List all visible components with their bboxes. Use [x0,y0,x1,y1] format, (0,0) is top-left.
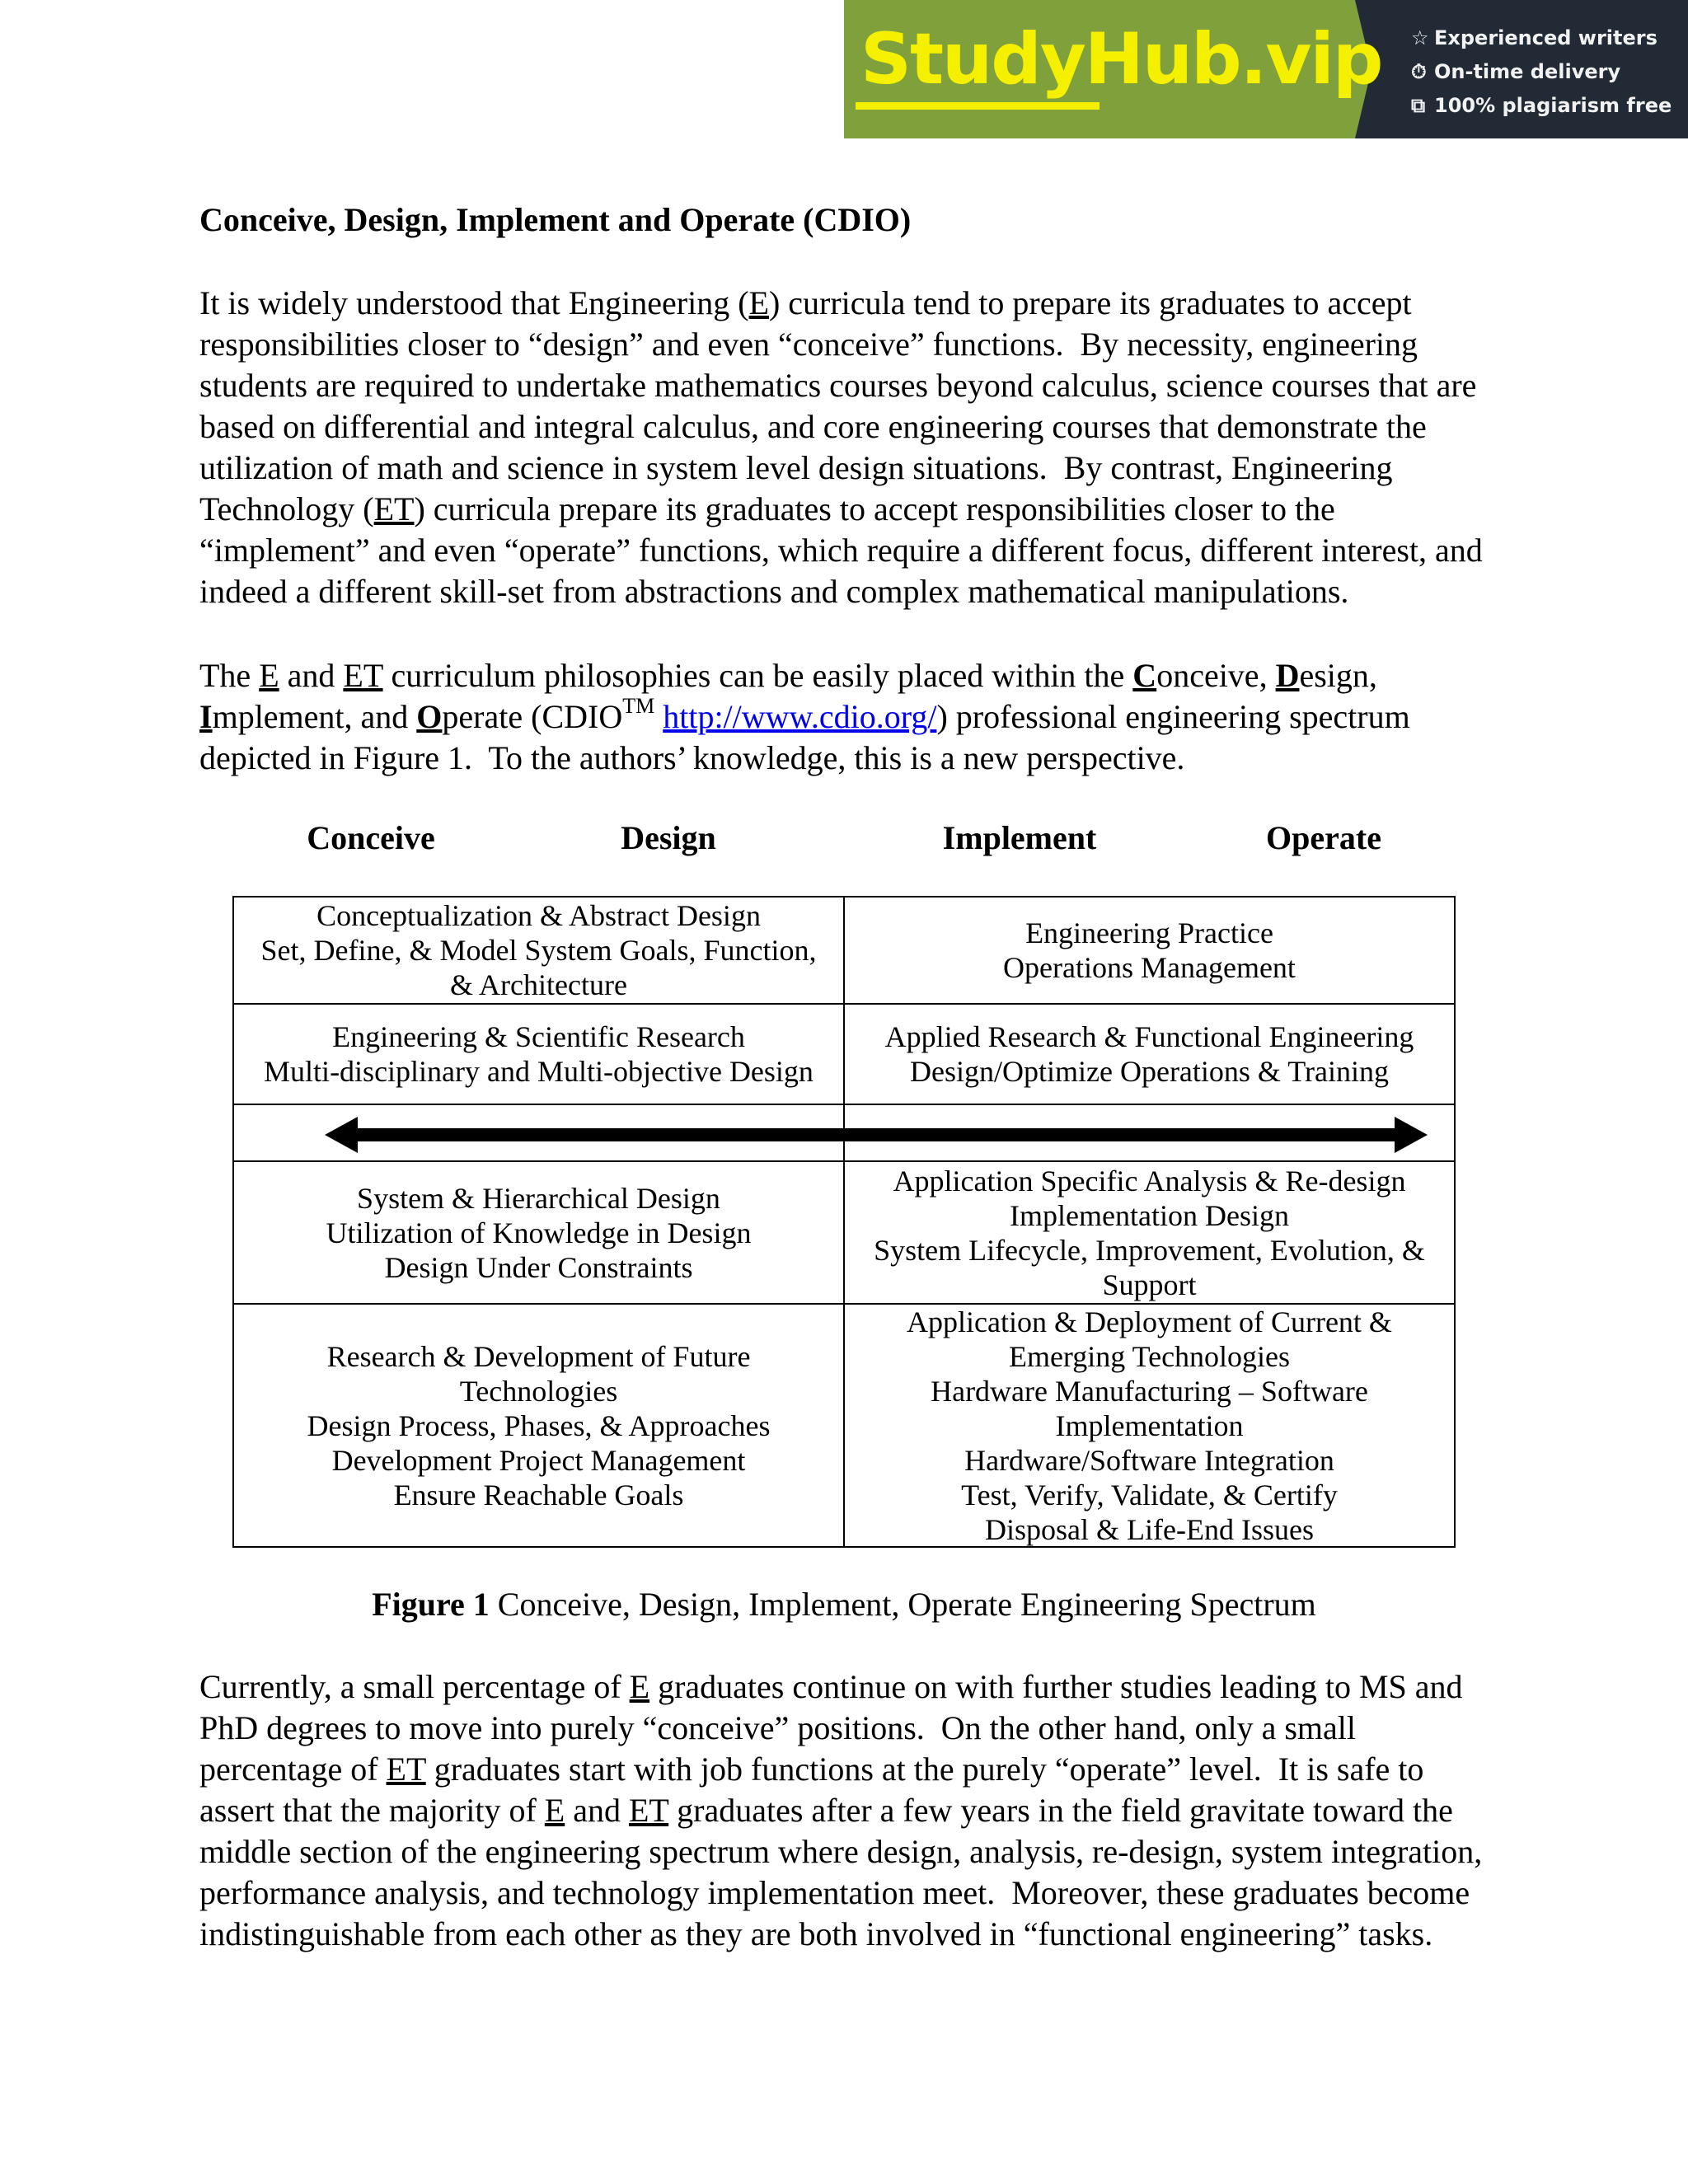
cell-line: Development Project Management [331,1443,746,1477]
cell-line: Application Specific Analysis & Re-design [893,1164,1406,1197]
text-run: E [629,1668,650,1705]
text-run: ) curricula tend to prepare its graduates to accept [768,284,1412,321]
text-line [199,655,1410,696]
cell-line: Research & Development of Future [326,1339,751,1373]
caption-text: Conceive, Design, Implement, Operate Engineering Spectrum [489,1586,1316,1623]
text-run: percentage of [199,1750,387,1788]
text-line [199,1749,1482,1790]
text-run: performance analysis, and technology implementation meet. Moreover, these graduates become [199,1874,1470,1911]
text-line [199,448,1483,489]
perk-label: On-time delivery [1434,60,1621,83]
cell-line: Technologies [459,1374,618,1408]
text-run: mplement, and [212,698,417,735]
cell-implement-operate [843,1005,1454,1104]
cell-line: Engineering Practice [1025,916,1273,949]
clock-icon: ⏱ [1411,60,1427,83]
text-run: perate (CDIO [442,698,623,735]
text-run: and [279,657,344,694]
text-run: The [199,657,260,694]
text-line [199,1666,1482,1708]
cell-line: Operations Management [1003,951,1296,984]
text-run: Currently, a small percentage of [199,1668,630,1705]
cell-line: Set, Define, & Model System Goals, Function, [260,934,817,967]
text-run: ) curricula prepare its graduates to accept responsibilities closer to the [414,490,1335,527]
cell-line: Emerging Technologies [1008,1339,1291,1373]
text-line [199,406,1483,448]
text-run: PhD degrees to move into purely “conceive” positions. On the other hand, only a small [199,1709,1357,1746]
perk-label: 100% plagiarism free [1434,94,1672,117]
paragraph-3 [199,1666,1482,1955]
text-run: curriculum philosophies can be easily placed within the [382,657,1133,694]
column-header-design: Design [621,819,716,856]
cell-line: Design Process, Phases, & Approaches [307,1408,771,1442]
text-line [199,696,1410,738]
cell-line: System Lifecycle, Improvement, Evolution, & [874,1233,1425,1267]
text-run: ET [373,490,415,527]
text-run: It is widely understood that Engineering ( [199,284,749,321]
figure-caption [0,1584,1688,1625]
cell-line: Implementation Design [1010,1198,1289,1232]
perk-item [1411,21,1672,55]
text-run: E [544,1792,565,1829]
text-line [199,283,1483,324]
text-line [199,1872,1482,1914]
cell-implement-operate [843,1162,1454,1303]
studyhub-banner[interactable] [844,0,1688,138]
text-run: D [1275,657,1300,694]
cell-line: Applied Research & Functional Engineering [884,1020,1414,1053]
text-run: depicted in Figure 1. To the authors’ knowledge, this is a new perspective. [199,739,1185,776]
cell-line: Implementation [1055,1408,1244,1442]
text-line [199,1914,1482,1955]
perk-item [1411,55,1672,89]
text-run: ) professional engineering spectrum [936,698,1410,735]
text-line [199,1708,1482,1749]
cell-line: Hardware Manufacturing – Software [931,1374,1368,1408]
text-run: students are required to undertake mathematics courses beyond calculus, science courses that are [199,367,1477,404]
cell-line: System & Hierarchical Design [357,1181,720,1215]
text-run: graduates after a few years in the field gravitate toward the [668,1792,1453,1829]
cell-line: Utilization of Knowledge in Design [326,1216,752,1249]
cell-line: Ensure Reachable Goals [393,1478,684,1511]
text-run: esign, [1299,657,1377,694]
cell-conceive-design [234,1162,843,1303]
text-line [199,489,1483,530]
section-heading: Conceive, Design, Implement and Operate (CDIO) [199,201,912,238]
text-run: Technology ( [199,490,374,527]
paragraph-2 [199,655,1410,779]
text-run: assert that the majority of [199,1792,545,1829]
text-line [199,1831,1482,1872]
text-run: graduates continue on with further studies leading to MS and [649,1668,1463,1705]
table-row [234,1003,1454,1104]
banner-perks [1411,21,1672,123]
cdio-link[interactable]: http://www.cdio.org/ [663,698,937,735]
text-run: E [748,284,769,321]
text-run: responsibilities closer to “design” and even “conceive” functions. By necessity, engineering [199,326,1418,363]
column-header-implement: Implement [942,819,1097,856]
text-run: and [565,1792,629,1829]
cell-conceive-design [234,1005,843,1104]
cell-line: Design Under Constraints [384,1250,693,1284]
cell-line: & Architecture [450,968,627,1001]
cell-implement-operate [843,898,1454,1003]
text-line [199,1790,1482,1831]
cell-line: Hardware/Software Integration [964,1443,1334,1477]
cell-line: Application & Deployment of Current & [907,1305,1392,1338]
cell-line: Support [1102,1268,1197,1301]
text-run: based on differential and integral calculus, and core engineering courses that demonstrate the [199,408,1427,445]
text-run: “implement” and even “operate” functions, which require a different focus, different interest, and [199,532,1483,569]
text-run: onceive, [1156,657,1276,694]
text-run: utilization of math and science in system level design situations. By contrast, Engineering [199,449,1393,486]
text-run: ET [628,1792,669,1829]
text-line [199,530,1483,571]
star-icon: ☆ [1411,26,1429,49]
column-header-operate: Operate [1266,819,1381,856]
cell-line: Multi-disciplinary and Multi-objective Design [264,1055,814,1088]
caption-label: Figure 1 [372,1586,490,1623]
cell-conceive-design [234,898,843,1003]
table-row [234,1303,1454,1546]
cell-line: Design/Optimize Operations & Training [910,1055,1389,1088]
perk-label: Experienced writers [1434,26,1658,49]
table-row [234,1160,1454,1303]
cell-implement-operate [843,1305,1454,1546]
cell-line: Test, Verify, Validate, & Certify [961,1478,1338,1511]
table-row [234,898,1454,1003]
text-line [199,365,1483,406]
cell-line: Engineering & Scientific Research [332,1020,745,1053]
text-run: graduates start with job functions at the purely “operate” level. It is safe to [425,1750,1424,1788]
text-line [199,738,1410,779]
logo-underline [856,102,1100,110]
text-line [199,324,1483,365]
cell-line: Conceptualization & Abstract Design [316,899,761,932]
text-line [199,571,1483,612]
cdio-spectrum-table [232,896,1456,1548]
text-run [654,698,663,735]
text-run: C [1132,657,1157,694]
copy-icon: ⧉ [1411,94,1426,117]
text-run: O [416,698,443,735]
text-run: ET [343,657,383,694]
text-run: indeed a different skill-set from abstractions and complex mathematical manipulations. [199,573,1349,610]
text-run: indistinguishable from each other as they are both involved in “functional engineering” tasks. [199,1915,1433,1952]
paragraph-1 [199,283,1483,612]
text-run: E [259,657,279,694]
text-run: ET [386,1750,426,1788]
text-run: TM [622,694,655,718]
text-run: I [199,698,213,735]
studyhub-logo: StudyHub.vip [860,18,1382,101]
cell-line: Disposal & Life-End Issues [985,1512,1314,1546]
perk-item [1411,89,1672,123]
text-run: middle section of the engineering spectrum where design, analysis, re-design, system integration, [199,1833,1483,1870]
cell-conceive-design [234,1305,843,1546]
column-header-conceive: Conceive [307,819,435,856]
table-row [234,1104,1454,1160]
double-arrow-icon [234,1105,1454,1160]
